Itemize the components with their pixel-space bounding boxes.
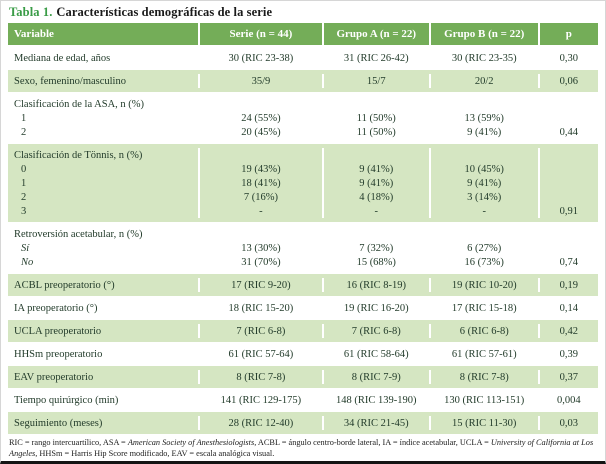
- table-row: [8, 92, 598, 143]
- variable-label: Tiempo quirúrgico (min): [14, 394, 119, 406]
- table-number-label: Tabla 1.: [9, 5, 53, 19]
- table-row: [8, 296, 598, 319]
- variable-cell: [8, 324, 198, 338]
- group-label-line: [8, 97, 598, 111]
- variable-label: Clasificación de Tönnis, n (%): [14, 149, 143, 161]
- p-value-cell: [538, 162, 598, 176]
- value-cell: 13 (30%): [198, 241, 322, 255]
- value-cell: 61 (RIC 57-64): [198, 347, 322, 361]
- p-value-cell: [538, 227, 598, 241]
- value-cell: 9 (41%): [429, 125, 538, 139]
- value-cell: 17 (RIC 9-20): [198, 278, 322, 292]
- group-label-line: [8, 227, 598, 241]
- table-line: [8, 324, 598, 338]
- group-sub-line: [8, 162, 598, 176]
- variable-cell: [8, 416, 198, 430]
- footnote-segment: , HHSm = Harris Hip Score modificado, EAV = escala analógica visual.: [35, 448, 275, 458]
- table-row: [8, 342, 598, 365]
- header-grupo-b: Grupo B (n = 22): [429, 23, 538, 45]
- p-value-cell: 0,44: [538, 125, 598, 139]
- value-cell: 19 (RIC 10-20): [429, 278, 538, 292]
- value-cell: 130 (RIC 113-151): [429, 393, 538, 407]
- variable-label: No: [21, 256, 34, 268]
- table-line: [8, 370, 598, 384]
- variable-cell: [8, 148, 198, 162]
- footnote-segment: University of California at Los Angeles: [9, 438, 594, 458]
- p-value-cell: [538, 176, 598, 190]
- value-cell: 28 (RIC 12-40): [198, 416, 322, 430]
- p-value-cell: [538, 190, 598, 204]
- value-cell: 9 (41%): [429, 176, 538, 190]
- variable-cell: [8, 51, 198, 65]
- variable-cell: [8, 227, 198, 241]
- value-cell: 8 (RIC 7-8): [198, 370, 322, 384]
- table-row: [8, 388, 598, 411]
- value-cell: 20 (45%): [198, 125, 322, 139]
- variable-cell: [8, 111, 198, 125]
- value-cell: 19 (RIC 16-20): [322, 301, 429, 315]
- variable-label: Clasificación de la ASA, n (%): [14, 98, 145, 110]
- header-grupo-a: Grupo A (n = 22): [322, 23, 429, 45]
- variable-label: 0: [21, 163, 27, 175]
- table-line: [8, 416, 598, 430]
- value-cell: 9 (41%): [322, 162, 429, 176]
- value-cell: 3 (14%): [429, 190, 538, 204]
- value-cell: 30 (RIC 23-38): [198, 51, 322, 65]
- table-title-text: Características demográficas de la serie: [56, 5, 273, 19]
- p-value-cell: 0,004: [538, 393, 598, 407]
- table-line: [8, 74, 598, 88]
- p-value-cell: 0,03: [538, 416, 598, 430]
- value-cell: 9 (41%): [322, 176, 429, 190]
- value-cell: [198, 227, 322, 241]
- variable-label: Mediana de edad, años: [14, 52, 111, 64]
- value-cell: 4 (18%): [322, 190, 429, 204]
- p-value-cell: 0,42: [538, 324, 598, 338]
- variable-label: 1: [21, 177, 27, 189]
- value-cell: 61 (RIC 58-64): [322, 347, 429, 361]
- variable-label: UCLA preoperatorio: [14, 325, 102, 337]
- group-sub-line: [8, 125, 598, 139]
- group-sub-line: [8, 255, 598, 269]
- variable-label: EAV preoperatorio: [14, 371, 94, 383]
- variable-cell: [8, 241, 198, 255]
- value-cell: 11 (50%): [322, 111, 429, 125]
- value-cell: 8 (RIC 7-8): [429, 370, 538, 384]
- group-sub-line: [8, 204, 598, 218]
- value-cell: 15 (RIC 11-30): [429, 416, 538, 430]
- variable-cell: [8, 204, 198, 218]
- variable-cell: [8, 176, 198, 190]
- p-value-cell: 0,39: [538, 347, 598, 361]
- value-cell: 15/7: [322, 74, 429, 88]
- table-line: [8, 301, 598, 315]
- header-p-value: p: [538, 23, 598, 45]
- group-label-line: [8, 148, 598, 162]
- value-cell: 7 (RIC 6-8): [198, 324, 322, 338]
- variable-cell: [8, 393, 198, 407]
- value-cell: 61 (RIC 57-61): [429, 347, 538, 361]
- value-cell: 18 (41%): [198, 176, 322, 190]
- value-cell: [429, 148, 538, 162]
- value-cell: 30 (RIC 23-35): [429, 51, 538, 65]
- variable-cell: [8, 347, 198, 361]
- footnote-segment: RIC = rango intercuartílico, ASA =: [9, 438, 128, 447]
- value-cell: 8 (RIC 7-9): [322, 370, 429, 384]
- variable-cell: [8, 301, 198, 315]
- p-value-cell: [538, 97, 598, 111]
- value-cell: 18 (RIC 15-20): [198, 301, 322, 315]
- variable-cell: [8, 255, 198, 269]
- p-value-cell: [538, 111, 598, 125]
- value-cell: -: [322, 204, 429, 218]
- variable-cell: [8, 162, 198, 176]
- group-sub-line: [8, 190, 598, 204]
- table-line: [8, 278, 598, 292]
- table-header-row: [8, 23, 598, 45]
- value-cell: 148 (RIC 139-190): [322, 393, 429, 407]
- value-cell: [429, 227, 538, 241]
- value-cell: [198, 148, 322, 162]
- variable-label: Retroversión acetabular, n (%): [14, 228, 143, 240]
- variable-label: Sí: [21, 242, 30, 254]
- demographics-table: [8, 23, 598, 434]
- value-cell: 15 (68%): [322, 255, 429, 269]
- value-cell: -: [429, 204, 538, 218]
- value-cell: [322, 227, 429, 241]
- variable-label: 2: [21, 126, 27, 138]
- group-sub-line: [8, 241, 598, 255]
- value-cell: 16 (RIC 8-19): [322, 278, 429, 292]
- variable-label: IA preoperatorio (°): [14, 302, 98, 314]
- table-row: [8, 319, 598, 342]
- variable-cell: [8, 278, 198, 292]
- footnote: [9, 438, 597, 460]
- value-cell: 11 (50%): [322, 125, 429, 139]
- p-value-cell: [538, 241, 598, 255]
- table-line: [8, 393, 598, 407]
- variable-cell: [8, 125, 198, 139]
- value-cell: 7 (RIC 6-8): [322, 324, 429, 338]
- table-row: [8, 365, 598, 388]
- value-cell: -: [198, 204, 322, 218]
- variable-label: 1: [21, 112, 27, 124]
- variable-label: HHSm preoperatorio: [14, 348, 103, 360]
- value-cell: [429, 97, 538, 111]
- table-title: [1, 1, 605, 23]
- value-cell: [198, 97, 322, 111]
- value-cell: 17 (RIC 15-18): [429, 301, 538, 315]
- variable-label: ACBL preoperatorio (°): [14, 279, 115, 291]
- table-row: [8, 143, 598, 222]
- value-cell: 16 (73%): [429, 255, 538, 269]
- value-cell: 31 (RIC 26-42): [322, 51, 429, 65]
- header-variable: Variable: [14, 28, 54, 40]
- p-value-cell: 0,14: [538, 301, 598, 315]
- value-cell: 6 (RIC 6-8): [429, 324, 538, 338]
- footnote-segment: , ACBL = ángulo centro-borde lateral, IA = índice acetabular, UCLA =: [254, 438, 491, 447]
- group-sub-line: [8, 111, 598, 125]
- table-line: [8, 347, 598, 361]
- value-cell: 7 (32%): [322, 241, 429, 255]
- p-value-cell: 0,91: [538, 204, 598, 218]
- group-sub-line: [8, 176, 598, 190]
- value-cell: 141 (RIC 129-175): [198, 393, 322, 407]
- p-value-cell: [538, 148, 598, 162]
- variable-cell: [8, 97, 198, 111]
- table-row: [8, 222, 598, 273]
- value-cell: [322, 97, 429, 111]
- p-value-cell: 0,74: [538, 255, 598, 269]
- p-value-cell: 0,37: [538, 370, 598, 384]
- value-cell: 19 (43%): [198, 162, 322, 176]
- value-cell: 10 (45%): [429, 162, 538, 176]
- variable-cell: [8, 370, 198, 384]
- variable-cell: [8, 74, 198, 88]
- p-value-cell: 0,30: [538, 51, 598, 65]
- variable-label: 3: [21, 205, 27, 217]
- p-value-cell: 0,19: [538, 278, 598, 292]
- table-row: [8, 69, 598, 92]
- value-cell: 13 (59%): [429, 111, 538, 125]
- value-cell: 35/9: [198, 74, 322, 88]
- value-cell: 34 (RIC 21-45): [322, 416, 429, 430]
- value-cell: 6 (27%): [429, 241, 538, 255]
- value-cell: 31 (70%): [198, 255, 322, 269]
- variable-label: Seguimiento (meses): [14, 417, 103, 429]
- footnote-segment: American Society of Anesthesiologists: [127, 438, 255, 447]
- table-body: [8, 47, 598, 434]
- value-cell: 7 (16%): [198, 190, 322, 204]
- value-cell: [322, 148, 429, 162]
- table-row: [8, 47, 598, 69]
- header-serie: Serie (n = 44): [198, 23, 322, 45]
- variable-label: Sexo, femenino/masculino: [14, 75, 126, 87]
- table-line: [8, 51, 598, 65]
- variable-label: 2: [21, 191, 27, 203]
- table-row: [8, 411, 598, 434]
- table-row: [8, 273, 598, 296]
- value-cell: 20/2: [429, 74, 538, 88]
- variable-cell: [8, 190, 198, 204]
- value-cell: 24 (55%): [198, 111, 322, 125]
- p-value-cell: 0,06: [538, 74, 598, 88]
